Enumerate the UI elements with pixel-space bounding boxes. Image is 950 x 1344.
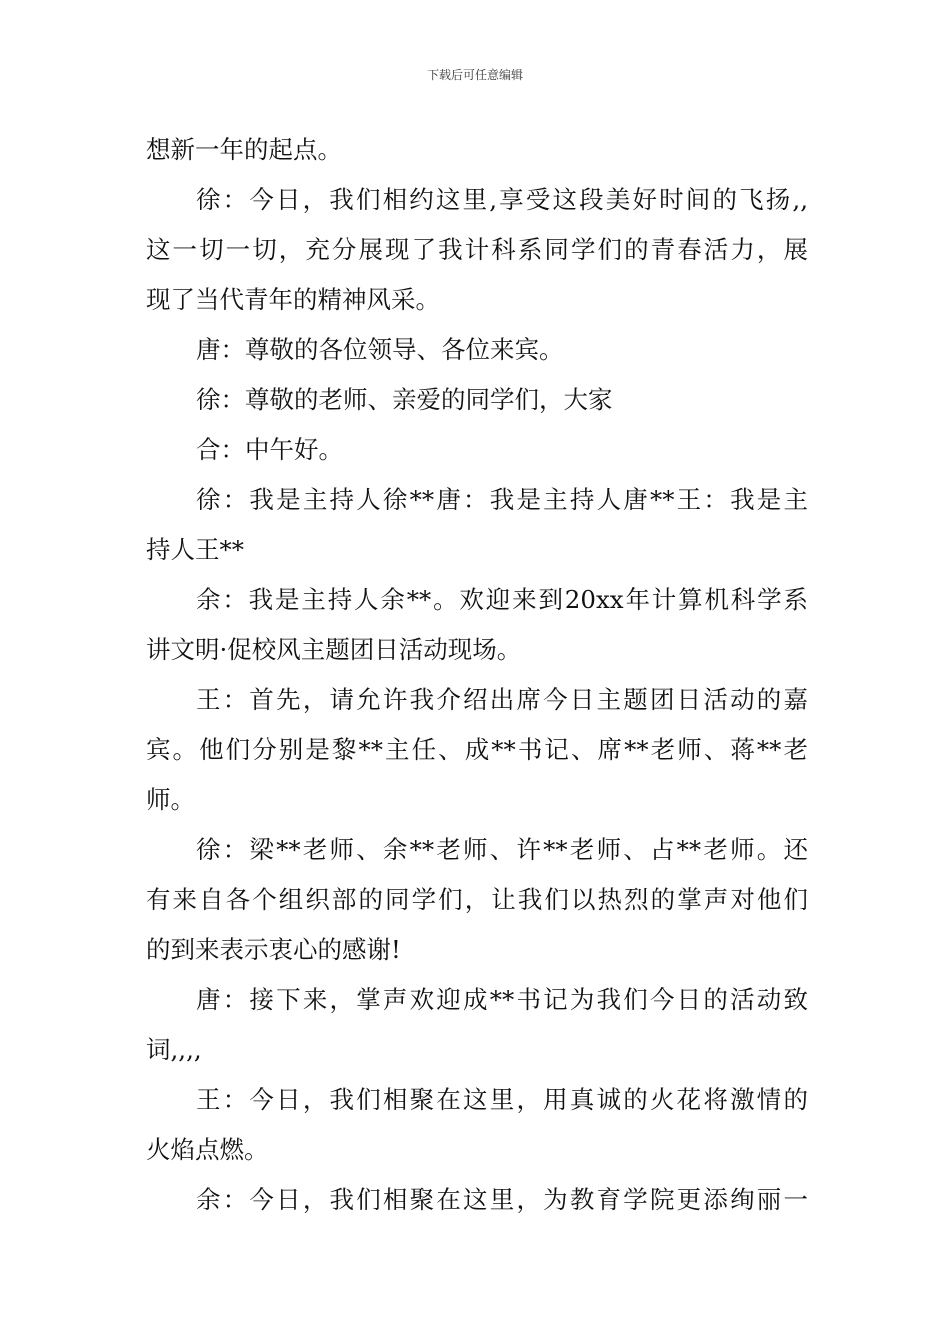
- text-line: 想新一年的起点。: [146, 135, 342, 164]
- paragraph-first-line: 唐：接下来，掌声欢迎成**书记为我们今日的活动致: [196, 985, 808, 1014]
- paragraph-first-line: 徐：我是主持人徐**唐：我是主持人唐**王：我是主: [196, 485, 808, 514]
- text-line: 的到来表示衷心的感谢!: [146, 935, 401, 964]
- paragraph-first-line: 唐：尊敬的各位领导、各位来宾。: [196, 335, 564, 364]
- paragraph-first-line: 合：中午好。: [196, 435, 343, 464]
- paragraph-first-line: 王：首先，请允许我介绍出席今日主题团日活动的嘉: [196, 685, 808, 714]
- text-line: 有来自各个组织部的同学们，让我们以热烈的掌声对他们: [146, 885, 808, 914]
- paragraph-first-line: 余：我是主持人余**。欢迎来到20xx年计算机科学系: [196, 585, 808, 614]
- paragraph-first-line: 徐：梁**老师、余**老师、许**老师、占**老师。还: [196, 835, 808, 864]
- text-line: 火焰点燃。: [146, 1135, 269, 1164]
- page-header: 下载后可任意编辑: [426, 68, 523, 82]
- paragraph-first-line: 余：今日，我们相聚在这里，为教育学院更添绚丽一: [196, 1185, 808, 1214]
- text-line: 这一切一切，充分展现了我计科系同学们的青春活力，展: [146, 235, 808, 264]
- paragraph-first-line: 徐：尊敬的老师、亲爱的同学们，大家: [196, 385, 613, 414]
- text-line: 讲文明·促校风主题团日活动现场。: [146, 635, 522, 664]
- paragraph-first-line: 徐：今日，我们相约这里,享受这段美好时间的飞扬,,: [196, 185, 808, 214]
- paragraph-first-line: 王：今日，我们相聚在这里，用真诚的火花将激情的: [196, 1085, 808, 1114]
- text-line: 师。: [146, 785, 195, 814]
- document-body: [146, 125, 808, 1225]
- text-line: 词,,,,: [146, 1035, 202, 1064]
- text-line: 宾。他们分别是黎**主任、成**书记、席**老师、蒋**老: [146, 735, 808, 764]
- text-line: 持人王**: [146, 535, 244, 564]
- text-line: 现了当代青年的精神风采。: [146, 285, 440, 314]
